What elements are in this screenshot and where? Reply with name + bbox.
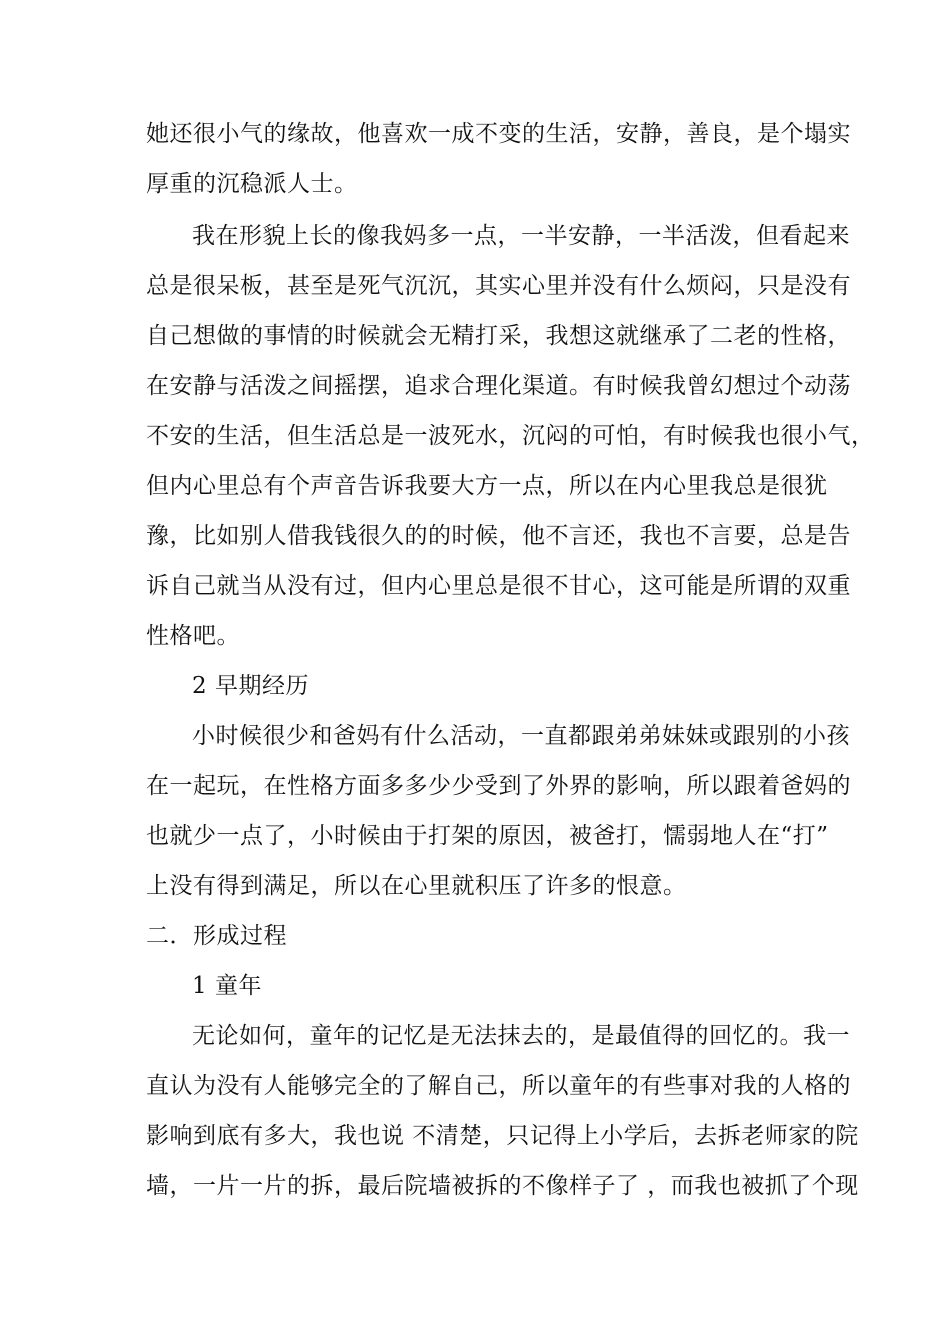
text-line: 直认为没有人能够完全的了解自己，所以童年的有些事对我的人格的	[146, 1073, 851, 1099]
text-line: 上没有得到满足，所以在心里就积压了许多的恨意。	[146, 873, 687, 899]
section-subheading: 2 早期经历	[192, 673, 309, 699]
section-heading: 二．形成过程	[146, 923, 287, 949]
text-line: 我在形貌上长的像我妈多一点，一半安静，一半活泼，但看起来	[192, 223, 850, 249]
text-line: 她还很小气的缘故，他喜欢一成不变的生活，安静，善良，是个塌实	[146, 121, 851, 147]
text-line: 豫，比如别人借我钱很久的的时候，他不言还，我也不言要，总是告	[146, 523, 851, 549]
text-line: 但内心里总有个声音告诉我要大方一点，所以在内心里我总是很犹	[146, 473, 828, 499]
text-line: 小时候很少和爸妈有什么活动，一直都跟弟弟妹妹或跟别的小孩	[192, 723, 850, 749]
text-line: 总是很呆板，甚至是死气沉沉，其实心里并没有什么烦闷，只是没有	[146, 273, 851, 299]
text-line: 墙，一片一片的拆，最后院墙被拆的不像样子了 ，而我也被抓了个现	[146, 1173, 859, 1199]
text-line: 也就少一点了，小时候由于打架的原因，被爸打，懦弱地人在“打”	[146, 823, 829, 849]
section-subheading: 1 童年	[192, 973, 262, 999]
text-line: 诉自己就当从没有过，但内心里总是很不甘心，这可能是所谓的双重	[146, 573, 851, 599]
text-line: 不安的生活，但生活总是一波死水，沉闷的可怕，有时候我也很小气，	[146, 423, 875, 449]
text-line: 在安静与活泼之间摇摆，追求合理化渠道。有时候我曾幻想过个动荡	[146, 373, 851, 399]
text-line: 在一起玩，在性格方面多多少少受到了外界的影响，所以跟着爸妈的	[146, 773, 851, 799]
text-line: 厚重的沉稳派人士。	[146, 171, 358, 197]
text-line: 影响到底有多大，我也说 不清楚，只记得上小学后，去拆老师家的院	[146, 1123, 859, 1149]
text-line: 性格吧。	[146, 623, 240, 649]
text-line: 无论如何，童年的记忆是无法抹去的，是最值得的回忆的。我一	[192, 1023, 850, 1049]
text-line: 自己想做的事情的时候就会无精打采，我想这就继承了二老的性格，	[146, 323, 851, 349]
